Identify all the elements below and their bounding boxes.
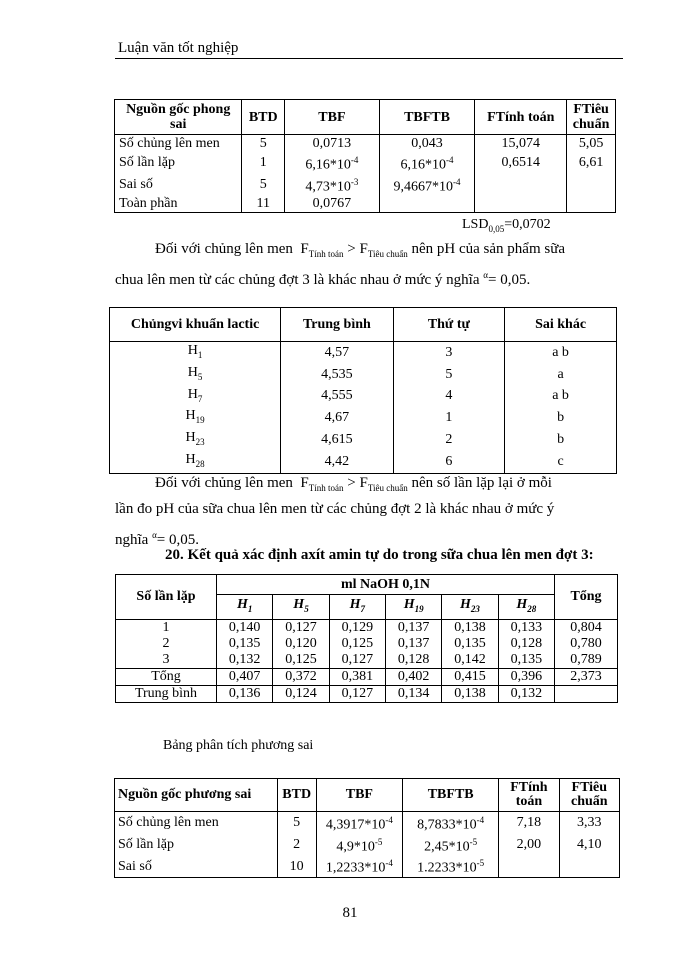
t3-cell: 0,120 [273,636,329,652]
t2-cell: 4,535 [281,364,393,386]
anova-table-1 [114,99,616,213]
t2-cell: 4,555 [281,386,393,408]
paragraph-2-line-1: Đối với chủng lên men $F_{Tính toán} > F_{Tiêu chuẩn}$ nên số lần lặp lại ở mỗi [155,475,552,493]
t4-cell: 3,33 [559,812,619,834]
t1-cell: 5 [242,174,285,196]
t2-cell: 2 [393,429,505,451]
t3-cell [555,685,618,702]
t2-cell: b [505,429,617,451]
t4-cell: 5 [277,812,316,834]
t2-cell: a [505,364,617,386]
t3-cell: 0,372 [273,668,329,685]
t4-cell: Số chủng lên men [115,812,278,834]
t2-cell: a b [505,342,617,364]
t3-total-header: Tổng [555,575,618,620]
t3-cell: 1 [116,619,217,636]
t3-cell: 0,136 [217,685,273,702]
t2-header: Chủngvi khuẩn lactic [110,308,281,342]
t3-cell: 0,142 [442,652,498,669]
t2-cell: 6 [393,451,505,473]
table-row [115,855,620,877]
t1-cell: 0,6514 [475,152,567,174]
t3-group-header: ml NaOH 0,1N [217,575,555,595]
t2-cell: 4,67 [281,407,393,429]
t3-cell: 0,132 [217,652,273,669]
t1-cell: Sai số [115,174,242,196]
t1-cell: 1 [242,152,285,174]
t3-cell: 0,140 [217,619,273,636]
t3-cell: 0,128 [498,636,554,652]
t3-cell: Tổng [116,668,217,685]
t3-col-header: $H_{19}$ [385,595,441,620]
t4-header: BTD [277,779,316,812]
t3-cell: 2,373 [555,668,618,685]
t1-cell: 0,0713 [285,135,380,153]
paragraph-2-line-2: lần đo pH của sữa chua lên men từ các chủng đợt 2 là khác nhau ở mức ý [115,501,555,517]
t2-cell: $H_5$ [110,364,281,386]
t1-header: BTD [242,100,285,135]
t3-cell: 0,138 [442,685,498,702]
t2-header: Trung bình [281,308,393,342]
t3-cell: 0,804 [555,619,618,636]
t2-cell: 4 [393,386,505,408]
t1-cell [379,195,475,213]
t4-header: TBF [316,779,403,812]
t4-cell: $1.2233*10^{-5}$ [403,855,499,877]
t3-rowhead: Số lần lặp [116,575,217,620]
t2-cell: 3 [393,342,505,364]
t2-cell: 1 [393,407,505,429]
t4-cell [499,855,559,877]
t3-cell: 0,128 [385,652,441,669]
t1-header: TBF [285,100,380,135]
t4-cell: $2,45*10^{-5}$ [403,834,499,856]
t2-cell: c [505,451,617,473]
t1-header: FTính toán [475,100,567,135]
t3-col-header: $H_{23}$ [442,595,498,620]
t3-cell: 0,125 [329,636,385,652]
paragraph-2-line-3: nghĩa $^\alpha$= 0,05. [115,530,200,548]
page-header: Luận văn tốt nghiệp [118,40,239,56]
t4-header: FTính toán [499,779,559,812]
t1-cell: $9,4667*10^{-4}$ [379,174,475,196]
table-row [110,342,617,364]
t1-cell: 5,05 [567,135,616,153]
amino-acid-table [115,574,618,703]
t3-col-header: $H_5$ [273,595,329,620]
t1-cell [475,195,567,213]
t1-cell: $4,73*10^{-3}$ [285,174,380,196]
t2-cell: 4,42 [281,451,393,473]
table-row [116,685,618,702]
t1-header: Nguồn gốc phong sai [115,100,242,135]
t4-cell: 7,18 [499,812,559,834]
header-rule [115,58,623,59]
table-row [110,364,617,386]
t3-col-header: $H_7$ [329,595,385,620]
table-row [115,174,616,196]
t2-cell: 4,615 [281,429,393,451]
t3-cell: 0,135 [217,636,273,652]
section-heading: 20. Kết quả xác định axít amin tự do trong sữa chua lên men đợt 3: [165,547,594,563]
t4-cell: 4,10 [559,834,619,856]
t2-cell: a b [505,386,617,408]
t4-cell: $4,9*10^{-5}$ [316,834,403,856]
table-caption: Bảng phân tích phương sai [163,738,314,753]
t3-cell: 0,402 [385,668,441,685]
t4-cell: $8,7833*10^{-4}$ [403,812,499,834]
t1-cell [567,174,616,196]
t2-cell: $H_{28}$ [110,451,281,473]
t1-cell: Toàn phần [115,195,242,213]
table-row [116,668,618,685]
table-row [115,152,616,174]
t2-cell: 5 [393,364,505,386]
t2-cell: $H_1$ [110,342,281,364]
t3-cell: 0,127 [329,652,385,669]
t4-cell: $4,3917*10^{-4}$ [316,812,403,834]
table-row [116,636,618,652]
t4-cell: 2 [277,834,316,856]
t3-cell: 0,133 [498,619,554,636]
t1-cell: 11 [242,195,285,213]
paragraph-1-line-2: chua lên men từ các chủng đợt 3 là khác nhau ở mức ý nghĩa $^\alpha$= 0,05. [115,270,531,288]
t2-cell: b [505,407,617,429]
t4-cell: 10 [277,855,316,877]
t4-header: Nguồn gốc phương sai [115,779,278,812]
t3-cell: 0,124 [273,685,329,702]
table-row [110,386,617,408]
t3-cell: 0,137 [385,619,441,636]
t2-cell: $H_{19}$ [110,407,281,429]
t3-cell: 0,407 [217,668,273,685]
t3-cell: 0,396 [498,668,554,685]
t4-cell: 2,00 [499,834,559,856]
t3-cell: 0,415 [442,668,498,685]
t3-cell: 0,780 [555,636,618,652]
lsd-value: $LSD_{0,05}=0,0702$ [462,217,551,234]
t3-cell: 2 [116,636,217,652]
t2-header: Thứ tự [393,308,505,342]
t3-cell: Trung bình [116,685,217,702]
table-row [115,135,616,153]
t4-cell: $1,2233*10^{-4}$ [316,855,403,877]
t1-cell: Số chủng lên men [115,135,242,153]
t3-cell: 0,135 [498,652,554,669]
t3-col-header: $H_1$ [217,595,273,620]
t3-cell: 0,381 [329,668,385,685]
table-row [116,652,618,669]
t3-col-header: $H_{28}$ [498,595,554,620]
table-row [110,407,617,429]
t1-cell: $6,16*10^{-4}$ [379,152,475,174]
t3-cell: 3 [116,652,217,669]
t4-cell: Sai số [115,855,278,877]
table-row [115,834,620,856]
table-row [115,812,620,834]
t2-cell: 4,57 [281,342,393,364]
t1-header: TBFTB [379,100,475,135]
t3-cell: 0,138 [442,619,498,636]
t3-cell: 0,132 [498,685,554,702]
table-row [116,619,618,636]
t4-header: FTiêu chuẩn [559,779,619,812]
t4-header: TBFTB [403,779,499,812]
t1-cell [567,195,616,213]
t1-cell: 5 [242,135,285,153]
t1-cell: 15,074 [475,135,567,153]
t3-cell: 0,125 [273,652,329,669]
table-row [115,195,616,213]
t3-cell: 0,135 [442,636,498,652]
anova-table-2 [114,778,620,878]
t3-cell: 0,137 [385,636,441,652]
t3-cell: 0,127 [329,685,385,702]
t3-cell: 0,789 [555,652,618,669]
t3-cell: 0,127 [273,619,329,636]
paragraph-1-line-1: Đối với chủng lên men $F_{Tính toán} > F_{Tiêu chuẩn}$ nên pH của sản phẩm sữa [155,241,566,259]
t2-header: Sai khác [505,308,617,342]
t1-cell [475,174,567,196]
t4-cell: Số lần lặp [115,834,278,856]
t3-cell: 0,134 [385,685,441,702]
t2-cell: $H_{23}$ [110,429,281,451]
t1-cell: $6,16*10^{-4}$ [285,152,380,174]
t3-cell: 0,129 [329,619,385,636]
t1-cell: 0,043 [379,135,475,153]
t1-cell: Số lần lặp [115,152,242,174]
t4-cell [559,855,619,877]
page-number: 81 [342,905,358,921]
t2-cell: $H_7$ [110,386,281,408]
ranking-table [109,307,617,474]
t1-header: FTiêu chuẩn [567,100,616,135]
table-row [110,429,617,451]
t1-cell: 6,61 [567,152,616,174]
t1-cell: 0,0767 [285,195,380,213]
